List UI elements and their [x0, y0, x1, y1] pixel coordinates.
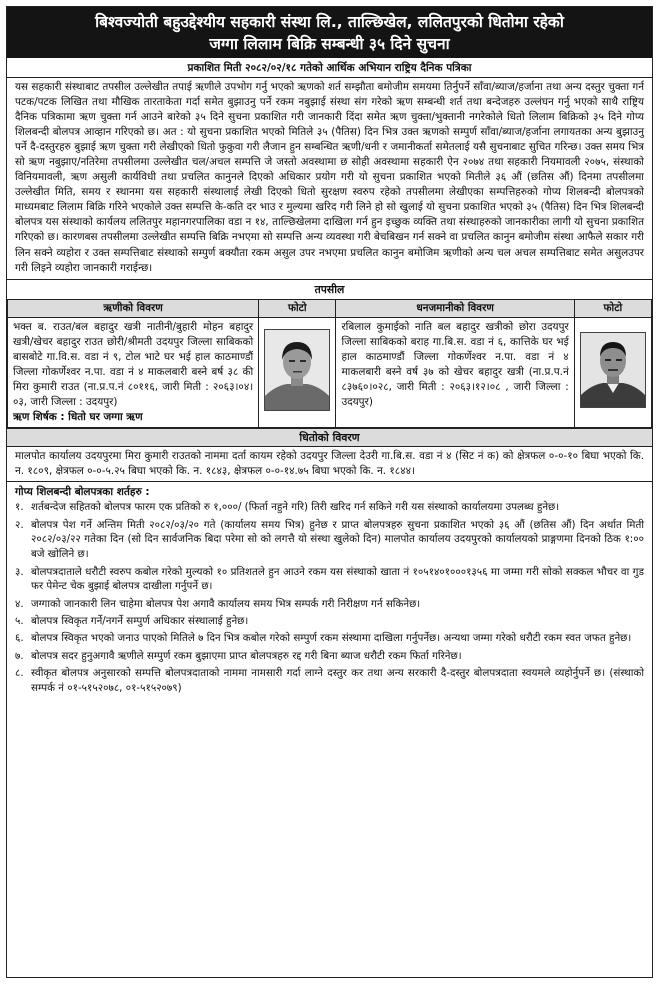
property-title: धितोको विवरण	[7, 428, 652, 447]
col-owner-header: धनजमानीको विवरण	[336, 299, 574, 317]
publication-line: प्रकाशित मिती २०८२/०२/१८ गतेको आर्थिक अभियान राष्ट्रिय दैनिक पत्रिका	[7, 58, 652, 78]
notice-body: यस सहकारी संस्थाबाट तपसील उल्लेखीत तपाई ऋणीले उपभोग गर्नु भएको ऋणको शर्त सम्झौता बमोजीम समयमा तिर्नुपर्ने साँवा/ब्याज/हर्जाना तथा अन्य दस्तुर चुक्ता गर्न पटक/पटक लिखित तथा मौखिक तारताकेता गर्दा समेत बुझाउनु पर्ने रकम नबुझाई संस्था संग गरेको ऋण सम्बन्धी शर्त तथा बन्देजहरु उल्लंघन गर्नु भएको साथै राष्ट्रिय दैनिक पत्रिकामा ऋण चुक्ता गर्न आउने बारेको ३५ दिने सुचना प्रकाशित गरी जानकारी दिंदा समेत ऋण चुक्ता/भुक्तानी नगरेकोले धितो लिलाम बिक्रिको ३५ दिने गोप्य शिलबन्दी बोलपत्र आव्हान गरिएको छ। अत : यो सुचना प्रकाशित भएको मितिले ३५ (पैतिस) दिन भित्र उक्त ऋणको सम्पुर्ण साँवा/ब्याज/हर्जाना लगायतका अन्य बुझाउनु पर्ने दै-दस्तुरहरु बुझाई ऋण चुक्ता गरी लेखीएको धितो फुकुवा गरी लैजान हुन सम्बन्धित ऋणी/धनी र जमानीकर्ता समेतलाई यसै सुचनाबाट सुचित गरिन्छ। उक्त समय भित्र सो ऋण नबुझाए/नतिरेमा तपसीलमा उल्लेखीत चल/अचल सम्पत्ति जे जस्तो अवस्थामा छ सोही अवस्थामा सहकारी ऐन २०७४ तथा सहकारी नियमावली २०७५, संस्थाको विनियमावली, ऋण असुली कार्यविधी तथा प्रचलित कानुनले दिएको अधिकार प्रयोग गरी यो सुचना प्रकाशित भएको मितीले ३६ औं (छतिस औं) दिनमा तपसीलमा उल्लेखीत मिति, समय र स्थानमा यस सहकारी संस्थालाई लेखी दिएको धितो सुरक्षण स्वरुप रहेको तपसीलमा लेखीएका सम्पत्तिहरुको गोप्य शिलबन्दी बोलपत्रको माध्यमबाट लिलाम बिक्रि गरिने भएकोले उक्त सम्पत्ति के-कति दर भाउ र मुल्यमा खरिद गरी लिने हो सो खुलाई यो सुचना प्रकाशित भएको ३५ (पैतिस) दिन भित्र शिलबन्दी बोलपत्र यस संस्थाको कार्यलय ललितपुर महानगरपालिका वडा न १४, ताल्छिखेलमा दाखिला गर्न हुन इच्छुक व्यक्ति तथा संस्थाहरुको जानकारीका लागी यो सुचना प्रकाशित गरिएको छ। कारणबस तपसीलमा उल्लेखीत सम्पत्ति बिक्रि नभएमा सो सम्पत्ति अन्य व्यवस्था गरी बेचबिखन गर्न सक्ने वा प्रचलित कानुन बमोजीम संस्था आफैले सकार गरी लिन सक्ने व्यहोरा र उक्त सम्पत्तिबाट संस्थाको सम्पुर्ण बक्यौता रकम असुल उपर नभएमा प्रचलित कानुन बमोजिम ऋणीको अन्य चल अचल सम्पत्तिबाट समेत असुलउपर गरी लिइने व्यहोरा जानकारी गराईन्छ।	[7, 78, 652, 280]
notice-banner	[7, 7, 652, 58]
col-photo2-header: फोटो	[574, 299, 651, 317]
loan-label: ऋण शिर्षक	[13, 411, 57, 424]
borrower-text: भक्त ब. राउत/बल बहादुर खत्री नातीनी/बुहारी मोहन बहादुर खत्री/खेचर बहादुर राउत छोरी/श्रीमती उदयपुर जिल्ला साबिकको बासबोटे गा.वि.स. वडा नं ९, टोल भाटे घर भई हाल काठमाण्डौं जिल्ला गोकर्णेश्वर न.पा. वडा नं ४ माकलबारी बस्ने बर्ष ३८ की मिरा कुमारी राउत (ना.प्र.प.नं ८०११६, जारी मिती : २०६३।०४।०३, जारी जिल्ला : उदयपुर)	[13, 320, 254, 409]
term-item: २. बोलपत्र पेश गर्ने अन्तिम मिती २०८२/०३/२० गते (कार्यालय समय भित्र) हुनेछ र प्राप्त बोलपत्रहरु सुचना प्रकाशित भएको ३६ औं (छतिस औं) दिन अर्थात मिती २०८२/०३/२२ गतेका दिन (सो दिन सार्वजनिक बिदा परेमा सो को लगत्तै यो संस्था खुलेको दिन) मालपोत कार्यालय उदयपुरको कार्यालयको प्राङ्गणमा दिनको ठिक १:०० बजे खोलिने छ।	[15, 518, 644, 561]
loan-value: : धितो घर जग्गा ऋण	[60, 411, 143, 424]
banner-line-1: बिश्वज्योती बहुउद्देश्यीय सहकारी संस्था लि., ताल्छिखेल, ललितपुरको धितोमा रहेको	[95, 13, 564, 31]
owner-photo-cell	[574, 317, 651, 428]
term-item: ५. बोलपत्र स्विकृत गर्ने/नगर्ने सम्पुर्ण अधिकार संस्थालाई हुनेछ।	[15, 614, 249, 627]
banner-line-2: जग्गा लिलाम बिक्रि सम्बन्धी ३५ दिने सुचना	[209, 35, 450, 53]
owner-photo	[580, 332, 646, 408]
term-item: १. शर्तबन्देज सहितको बोलपत्र फारम एक प्रतिको रु १,०००/ (फिर्ता नहुने गरि) तिरी खरिद गर्न सकिने गरी यस संस्थाको कार्यालयमा उपलब्ध हुनेछ।	[15, 501, 560, 514]
borrower-photo	[264, 329, 330, 411]
owner-details: रबिलाल कुमाईको नाति बल बहादुर खत्रीको छोरा उदयपुर जिल्ला साबिकको बराह गा.बि.स. वडा नं ६, कात्तिके घर भई हाल काठमाण्डौं जिल्ला गोकर्णेश्वर न.पा. वडा नं ४ माकलबारी बस्ने वर्ष ३७ को खेचर बहादुर खत्री (ना.प्र.प.नं ८३७६०।०२८, जारी मिती : २०६३।१२।०८ , जारी जिल्ला : उदयपुर)	[336, 317, 574, 428]
details-table	[7, 299, 652, 429]
borrower-details	[8, 317, 259, 428]
tapsil-title: तपसील	[314, 282, 345, 296]
col-borrower-header: ऋणीको विवरण	[8, 299, 259, 317]
loan-title-row	[13, 410, 253, 425]
term-item: ४. जग्गाको जानकारी लिन चाहेमा बोलपत्र पेश अगावै कार्यालय समय भित्र सम्पर्क गरी निरीक्षण गर्न सकिनेछ।	[15, 597, 421, 610]
term-item: ८. स्वीकृत बोलपत्र अनुसारको सम्पत्ति बोलपत्रदाताको नाममा नामसारी गर्दा लाग्ने दस्तुर कर तथा अन्य सरकारी दै-दस्तुर बोलपत्रदाता स्वयमले व्यहोर्नुपर्ने छ। (संस्थाको सम्पर्क नं ०१-५१५२०७८, ०१-५१५२०७९)	[15, 666, 644, 694]
notice-page	[6, 6, 653, 978]
col-photo1-header: फोटो	[259, 299, 336, 317]
terms-list	[7, 500, 652, 695]
borrower-photo-cell	[259, 317, 336, 428]
term-item: ६. बोलपत्र स्विकृत भएको जनाउ पाएको मितिले ७ दिन भित्र कबोल गरेको सम्पुर्ण रकम संस्थामा दाखिला गर्नुपर्नेछ। अन्यथा जम्मा गरेको धरौटी रकम स्वत जफत हुनेछ।	[15, 632, 632, 645]
terms-title: गोप्य शिलबन्दी बोलपत्रका शर्तहरु :	[15, 486, 150, 499]
property-text: मालपोत कार्यालय उदयपुरमा मिरा कुमारी राउतको नाममा दर्ता कायम रहेको उदयपुर जिल्ला देउरी गा.बि.स. वडा नं ४ (सिट नं क) को क्षेत्रफल ०-०-१० बिघा भएको कि. न. १८०९, क्षेत्रफल ०-०-५.२५ बिघा भएको कि. न. १८४३, क्षेत्रफल ०-०-१४.७५ बिघा भएको कि. न. १८४४।	[7, 447, 652, 482]
term-item: ३. बोलपत्रदाताले धरौटी स्वरुप कबोल गरेको मुल्यको १० प्रतिशतले हुन आउने रकम यस संस्थाको खाता नं १०५१४०१०००१३५६ मा जम्मा गरी सोको सक्कल भौचर वा गुड फर पेमेन्ट चेक बुझाई बोलपत्र दाखीला गर्नुपर्ने छ।	[15, 565, 644, 593]
term-item: ७. बोलपत्र सदर हुनुअगावै ऋणीले सम्पुर्ण रकम बुझाएमा प्राप्त बोलपत्रहरु रद्द गरी बिना ब्याज धरौटी रकम फिर्ता गरिनेछ।	[15, 649, 462, 662]
